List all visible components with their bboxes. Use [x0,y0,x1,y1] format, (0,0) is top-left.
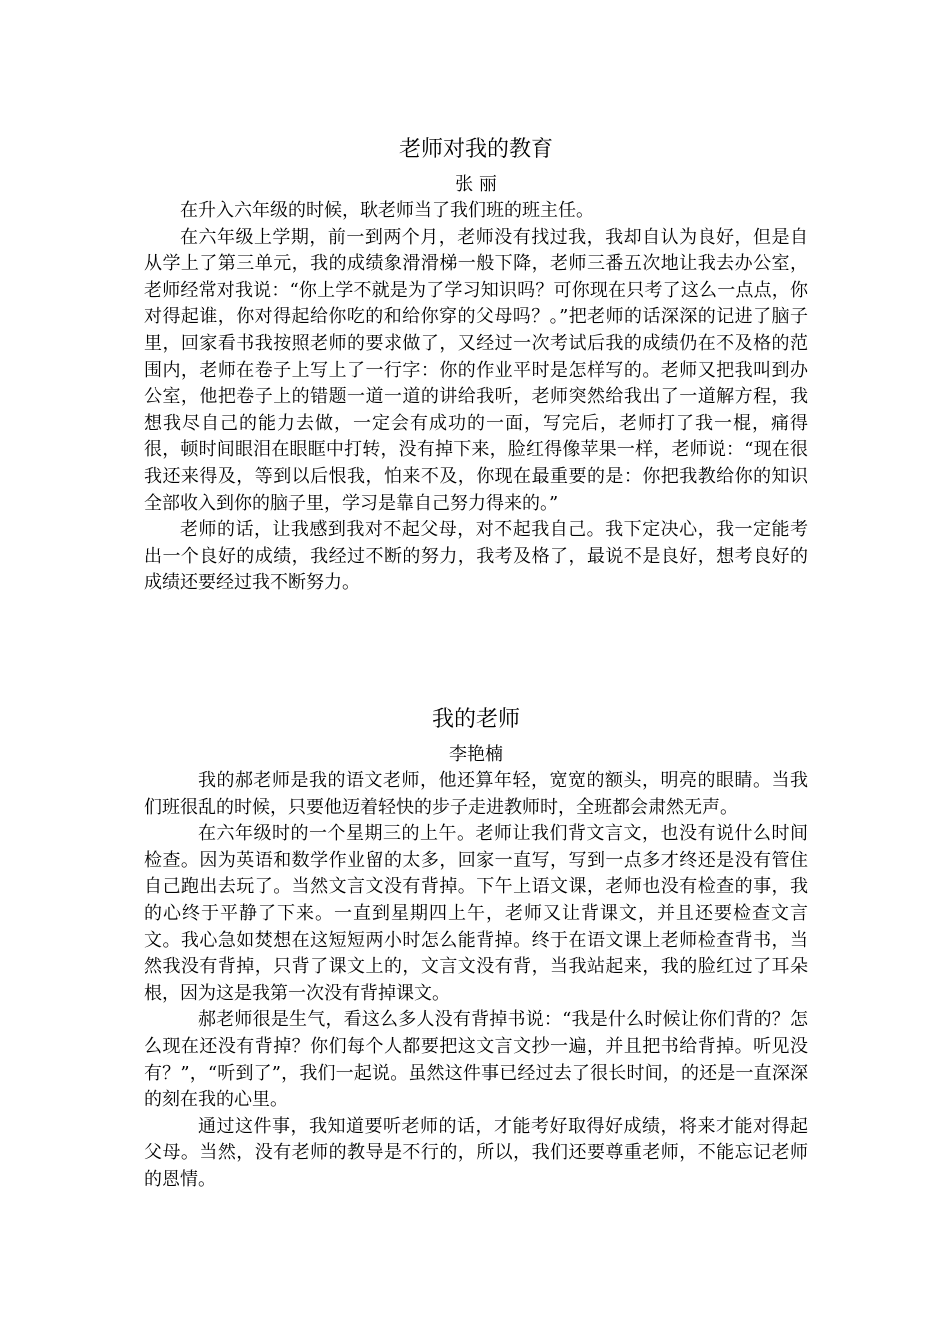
essay-paragraph: 在六年级上学期，前一到两个月，老师没有找过我，我却自认为良好，但是自从学上了第三单元，我的成绩象滑滑梯一般下降，老师三番五次地让我去办公室，老师经常对我说：“你上学不就是为了学习知识吗？可你现在只考了这么一点点，你对得起谁，你对得起给你吃的和给你穿的父母吗？。”把老师的话深深的记进了脑子里，回家看书我按照老师的要求做了，又经过一次考试后我的成绩仍在不及格的范围内，老师在卷子上写上了一行字：你的作业平时是怎样写的。老师又把我叫到办公室，他把卷子上的错题一道一道的讲给我听，老师突然给我出了一道解方程，我想我尽自己的能力去做，一定会有成功的一面，写完后，老师打了我一棍，痛得很，顿时间眼泪在眼眶中打转，没有掉下来，脸红得像苹果一样，老师说：“现在很我还来得及，等到以后恨我，怕来不及，你现在最重要的是：你把我教给你的知识全部收入到你的脑子里，学习是靠自己努力得来的。” [144,226,808,514]
essay-author: 李艳楠 [449,744,503,765]
essay-title: 我的老师 [431,707,520,732]
essay-teacher-education [144,132,808,597]
essay-paragraph: 通过这件事，我知道要听老师的话，才能考好取得好成绩，将来才能对得起父母。当然，没有老师的教导是不行的，所以，我们还要尊重老师，不能忘记老师的恩情。 [144,1115,808,1190]
essay-my-teacher [144,702,808,1194]
essay-author: 张 丽 [455,174,497,195]
essay-paragraph: 老师的话，让我感到我对不起父母，对不起我自己。我下定决心，我一定能考出一个良好的成绩，我经过不断的努力，我考及格了，最说不是良好，想考良好的成绩还要经过我不断努力。 [144,519,808,594]
essay-paragraph: 在升入六年级的时候，耿老师当了我们班的班主任。 [180,200,594,221]
essay-paragraph: 我的郝老师是我的语文老师，他还算年轻，宽宽的额头，明亮的眼睛。当我们班很乱的时候，只要他迈着轻快的步子走进教师时，全班都会肃然无声。 [144,770,808,818]
essay-paragraph: 郝老师很是生气，看这么多人没有背掉书说：“我是什么时候让你们背的？怎么现在还没有背掉？你们每个人都要把这文言文抄一遍，并且把书给背掉。听见没有？”，“听到了”，我们一起说。虽然这件事已经过去了很长时间，的还是一直深深的刻在我的心里。 [144,1009,808,1111]
essay-title: 老师对我的教育 [398,137,553,162]
essay-paragraph: 在六年级时的一个星期三的上午。老师让我们背文言文，也没有说什么时间检查。因为英语和数学作业留的太多，回家一直写，写到一点多才终还是没有管住自己跑出去玩了。当然文言文没有背掉。下午上语文课，老师也没有检查的事，我的心终于平静了下来。一直到星期四上午，老师又让背课文，并且还要检查文言文。我心急如焚想在这短短两小时怎么能背掉。终于在语文课上老师检查背书，当然我没有背掉，只背了课文上的，文言文没有背，当我站起来，我的脸红过了耳朵根，因为这是我第一次没有背掉课文。 [144,823,808,1004]
